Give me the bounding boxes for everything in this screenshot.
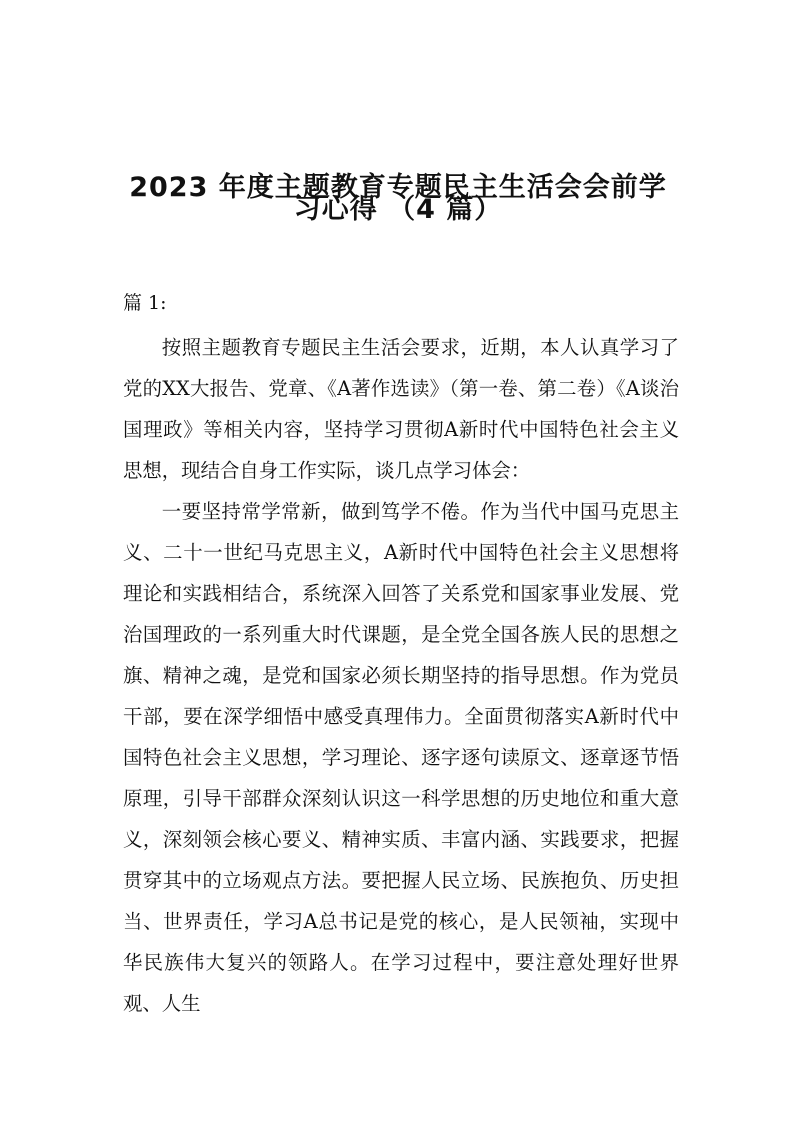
document-body: [123, 288, 679, 1024]
document-title-line-2: 习心得 （4 篇）: [293, 194, 503, 225]
section-label: 篇 1:: [123, 292, 167, 314]
paragraph-2: 一要坚持常学常新，做到笃学不倦。作为当代中国马克思主义、二十一世纪马克思主义，A新时代中国特色社会主义思想将理论和实践相结合，系统深入回答了关系党和国家事业发展、党治国理政的一系列重大时代课题，是全党全国各族人民的思想之旗、精神之魂，是党和国家必须长期坚持的指导思想。作为党员干部，要在深学细悟中感受真理伟力。全面贯彻落实A新时代中国特色社会主义思想，学习理论、逐字逐句读原文、逐章逐节悟原理，引导干部群众深刻认识这一科学思想的历史地位和重大意义，深刻领会核心要义、精神实质、丰富内涵、实践要求，把握贯穿其中的立场观点方法。要把握人民立场、民族抱负、历史担当、世界责任，学习A总书记是党的核心，是人民领袖，实现中华民族伟大复兴的领路人。在学习过程中，要注意处理好世界观、人生: [123, 500, 679, 1015]
document-title-line-1: 2023 年度主题教育专题民主生活会会前学: [129, 172, 667, 203]
paragraph-1: 按照主题教育专题民主生活会要求，近期，本人认真学习了党的XX大报告、党章、《A著作选读》（第一卷、第二卷）《A谈治国理政》等相关内容，坚持学习贯彻A新时代中国特色社会主义思想，现结合自身工作实际，谈几点学习体会：: [123, 336, 679, 482]
